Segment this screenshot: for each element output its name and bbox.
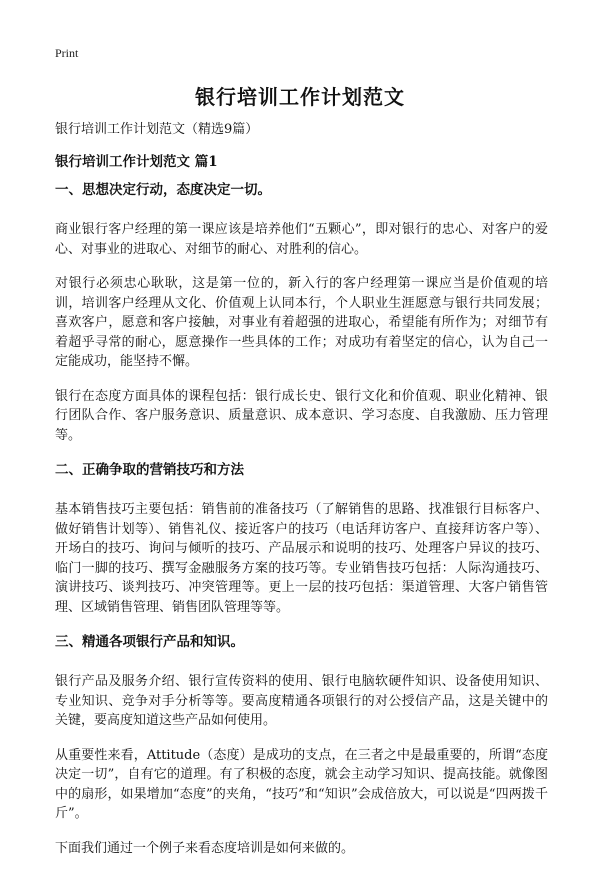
paragraph: 银行产品及服务介绍、银行宣传资料的使用、银行电脑软硬件知识、设备使用知识、专业知识、竞争对手分析等等。要高度精通各项银行的对公授信产品，这是关键中的关键，要高度知道这些产品如何使用。 [55,674,548,728]
paragraph: 基本销售技巧主要包括：销售前的准备技巧（了解销售的思路、找准银行目标客户、做好销售计划等）、销售礼仪、接近客户的技巧（电话拜访客户、直接拜访客户等）、开场白的技巧、询问与倾听的技巧、产品展示和说明的技巧、处理客户异议的技巧、临门一脚的技巧、撰写金融服务方案的技巧等。专业销售技巧包括：人际沟通技巧、演讲技巧、谈判技巧、冲突管理等。更上一层的技巧包括：渠道管理、大客户销售管理、区域销售管理、销售团队管理等等。 [55,502,548,615]
paragraph: 下面我们通过一个例子来看态度培训是如何来做的。 [55,840,355,856]
section-2 [55,460,548,617]
paragraph: 商业银行客户经理的第一课应该是培养他们“五颗心”，即对银行的忠心、对客户的爱心、对事业的进取心、对细节的耐心、对胜利的信心。 [55,222,548,257]
article-title: 银行培训工作计划范文 篇1 [55,154,218,170]
paragraph: 从重要性来看，Attitude（态度）是成功的支点，在三者之中是最重要的，所谓“态度决定一切”，自有它的道理。有了积极的态度，就会主动学习知识、提高技能。就像图中的扇形，如果增加“态度”的夹角，“技巧”和“知识”会成倍放大，可以说是“四两拨千斤”。 [55,747,548,821]
section-heading: 三、精通各项银行产品和知识。 [55,634,244,650]
paragraph: 对银行必须忠心耿耿，这是第一位的，新入行的客户经理第一课应当是价值观的培训，培训客户经理从文化、价值观上认同本行，个人职业生涯愿意与银行共同发展；喜欢客户，愿意和客户接触，对事业有着超强的进取心，希望能有所作为；对细节有着超乎寻常的耐心，愿意操作一些具体的工作；对成功有着坚定的信心，认为自己一定能成功，能坚持不懈。 [55,276,548,369]
document-title: 银行培训工作计划范文 [195,85,405,109]
section-3 [55,632,548,858]
section-1 [55,180,548,445]
section-heading: 一、思想决定行动，态度决定一切。 [55,182,271,198]
paragraph: 银行在态度方面具体的课程包括：银行成长史、银行文化和价值观、职业化精神、银行团队合作、客户服务意识、质量意识、成本意识、学习态度、自我激励、压力管理等。 [55,388,548,443]
section-heading: 二、正确争取的营销技巧和方法 [55,462,244,478]
article-content [55,180,548,873]
document-subtitle: 银行培训工作计划范文（精选9篇） [55,122,259,137]
print-link[interactable]: Print [55,46,79,60]
